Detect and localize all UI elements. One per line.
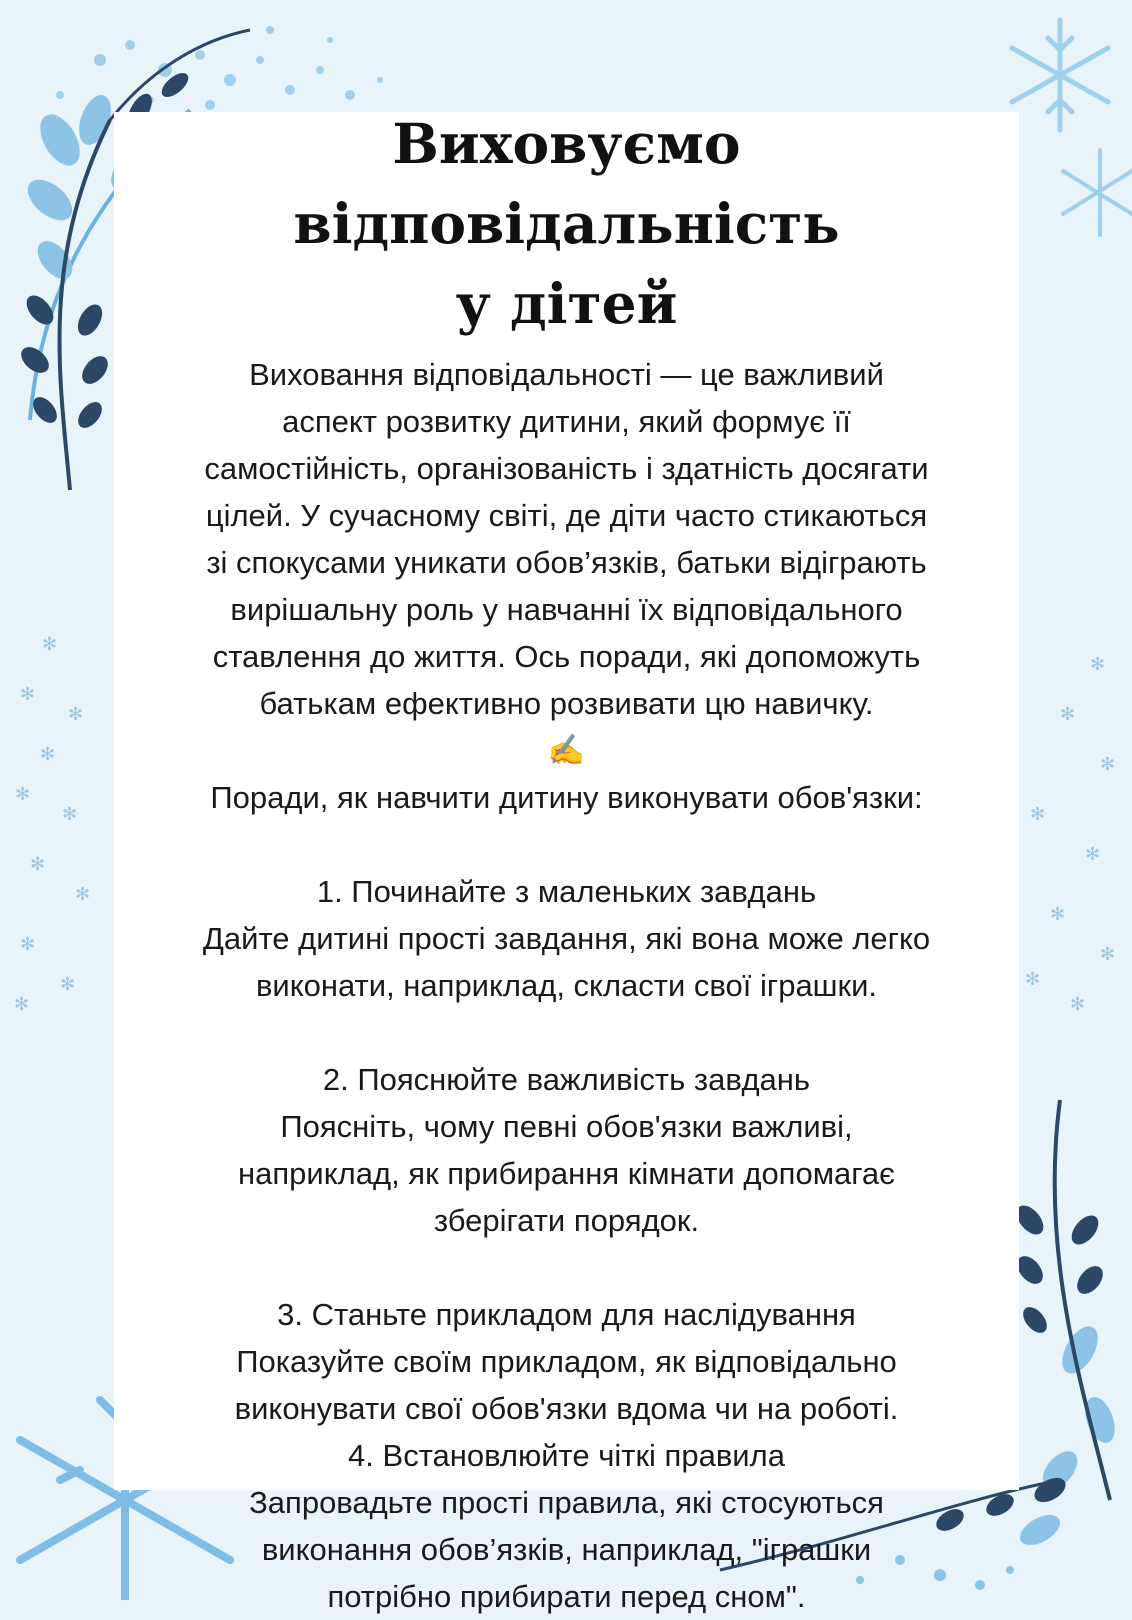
intro-line: батькам ефективно розвивати цю навичку.: [259, 686, 874, 721]
page-title: [114, 104, 1019, 344]
tip-text: виконати, наприклад, скласти свої іграшки.: [255, 968, 878, 1003]
writing-hand-icon: ✍: [547, 734, 586, 767]
svg-text:✻: ✻: [1030, 804, 1046, 825]
tip-text: виконувати свої обов'язки вдома чи на роботі.: [234, 1391, 899, 1426]
tips-heading: Поради, як навчити дитину виконувати обов'язки:: [210, 780, 923, 815]
title-line-1: Виховуємо відповідальність: [293, 111, 840, 256]
tip-text: Показуйте своїм прикладом, як відповідально: [236, 1344, 897, 1379]
title-line-2: у дітей: [455, 271, 678, 336]
svg-text:✻: ✻: [68, 704, 84, 725]
tip-text: виконання обов’язків, наприклад, "іграшки: [261, 1532, 872, 1567]
svg-text:✻: ✻: [1070, 994, 1086, 1015]
svg-text:✻: ✻: [40, 744, 56, 765]
tip-4: [114, 1432, 1019, 1620]
tip-1: [114, 868, 1019, 1009]
spacer: [114, 821, 1019, 868]
svg-text:✻: ✻: [14, 994, 30, 1015]
svg-text:✻: ✻: [15, 784, 31, 805]
tiny-snowflakes-right: [1025, 654, 1115, 1015]
tip-text: Запровадьте прості правила, які стосуються: [249, 1485, 884, 1520]
svg-text:✻: ✻: [42, 634, 58, 655]
svg-text:✻: ✻: [20, 934, 36, 955]
intro-line: аспект розвитку дитини, який формує її: [282, 404, 851, 439]
tiny-snowflakes-left: [14, 634, 90, 1015]
tip-text: наприклад, як прибирання кімнати допомагає: [238, 1156, 895, 1191]
svg-text:✻: ✻: [1050, 904, 1066, 925]
spacer: [114, 1009, 1019, 1056]
snowflake-top-right-small: [1063, 150, 1132, 235]
snowflake-top-right-large: [1012, 20, 1108, 130]
intro-line: самостійність, організованість і здатність досягати: [204, 451, 929, 486]
intro-line: ставлення до життя. Ось поради, які допоможуть: [212, 639, 921, 674]
svg-text:✻: ✻: [20, 684, 36, 705]
svg-text:✻: ✻: [62, 804, 78, 825]
svg-text:✻: ✻: [60, 974, 76, 995]
tip-text: Дайте дитині прості завдання, які вона може легко: [202, 921, 931, 956]
svg-text:✻: ✻: [1100, 944, 1116, 965]
tip-title: 4. Встановлюйте чіткі правила: [348, 1438, 785, 1473]
tip-title: 1. Починайте з маленьких завдань: [316, 874, 817, 909]
tip-text: потрібно прибирати перед сном".: [327, 1579, 806, 1614]
intro-line: Виховання відповідальності — це важливий: [249, 357, 884, 392]
svg-text:✻: ✻: [1090, 654, 1106, 675]
svg-text:✻: ✻: [1060, 704, 1076, 725]
tip-title: 3. Станьте прикладом для наслідування: [277, 1297, 856, 1332]
svg-text:✻: ✻: [30, 854, 46, 875]
tip-3: [114, 1291, 1019, 1432]
svg-text:✻: ✻: [1025, 969, 1041, 990]
spacer: [114, 1244, 1019, 1291]
tip-2: [114, 1056, 1019, 1244]
article: [114, 104, 1019, 1620]
intro-line: цілей. У сучасному світі, де діти часто стикаються: [205, 498, 928, 533]
intro-paragraph: [114, 351, 1019, 727]
svg-text:✻: ✻: [1100, 754, 1116, 775]
tip-text: зберігати порядок.: [433, 1203, 700, 1238]
tip-title: 2. Пояснюйте важливість завдань: [322, 1062, 811, 1097]
intro-line: вирішальну роль у навчанні їх відповідального: [230, 592, 903, 627]
intro-line: зі спокусами уникати обов’язків, батьки відіграють: [206, 545, 927, 580]
svg-text:✻: ✻: [1085, 844, 1101, 865]
body-text: [114, 351, 1019, 1620]
svg-text:✻: ✻: [75, 884, 91, 905]
tip-text: Поясніть, чому певні обов'язки важливі,: [280, 1109, 853, 1144]
